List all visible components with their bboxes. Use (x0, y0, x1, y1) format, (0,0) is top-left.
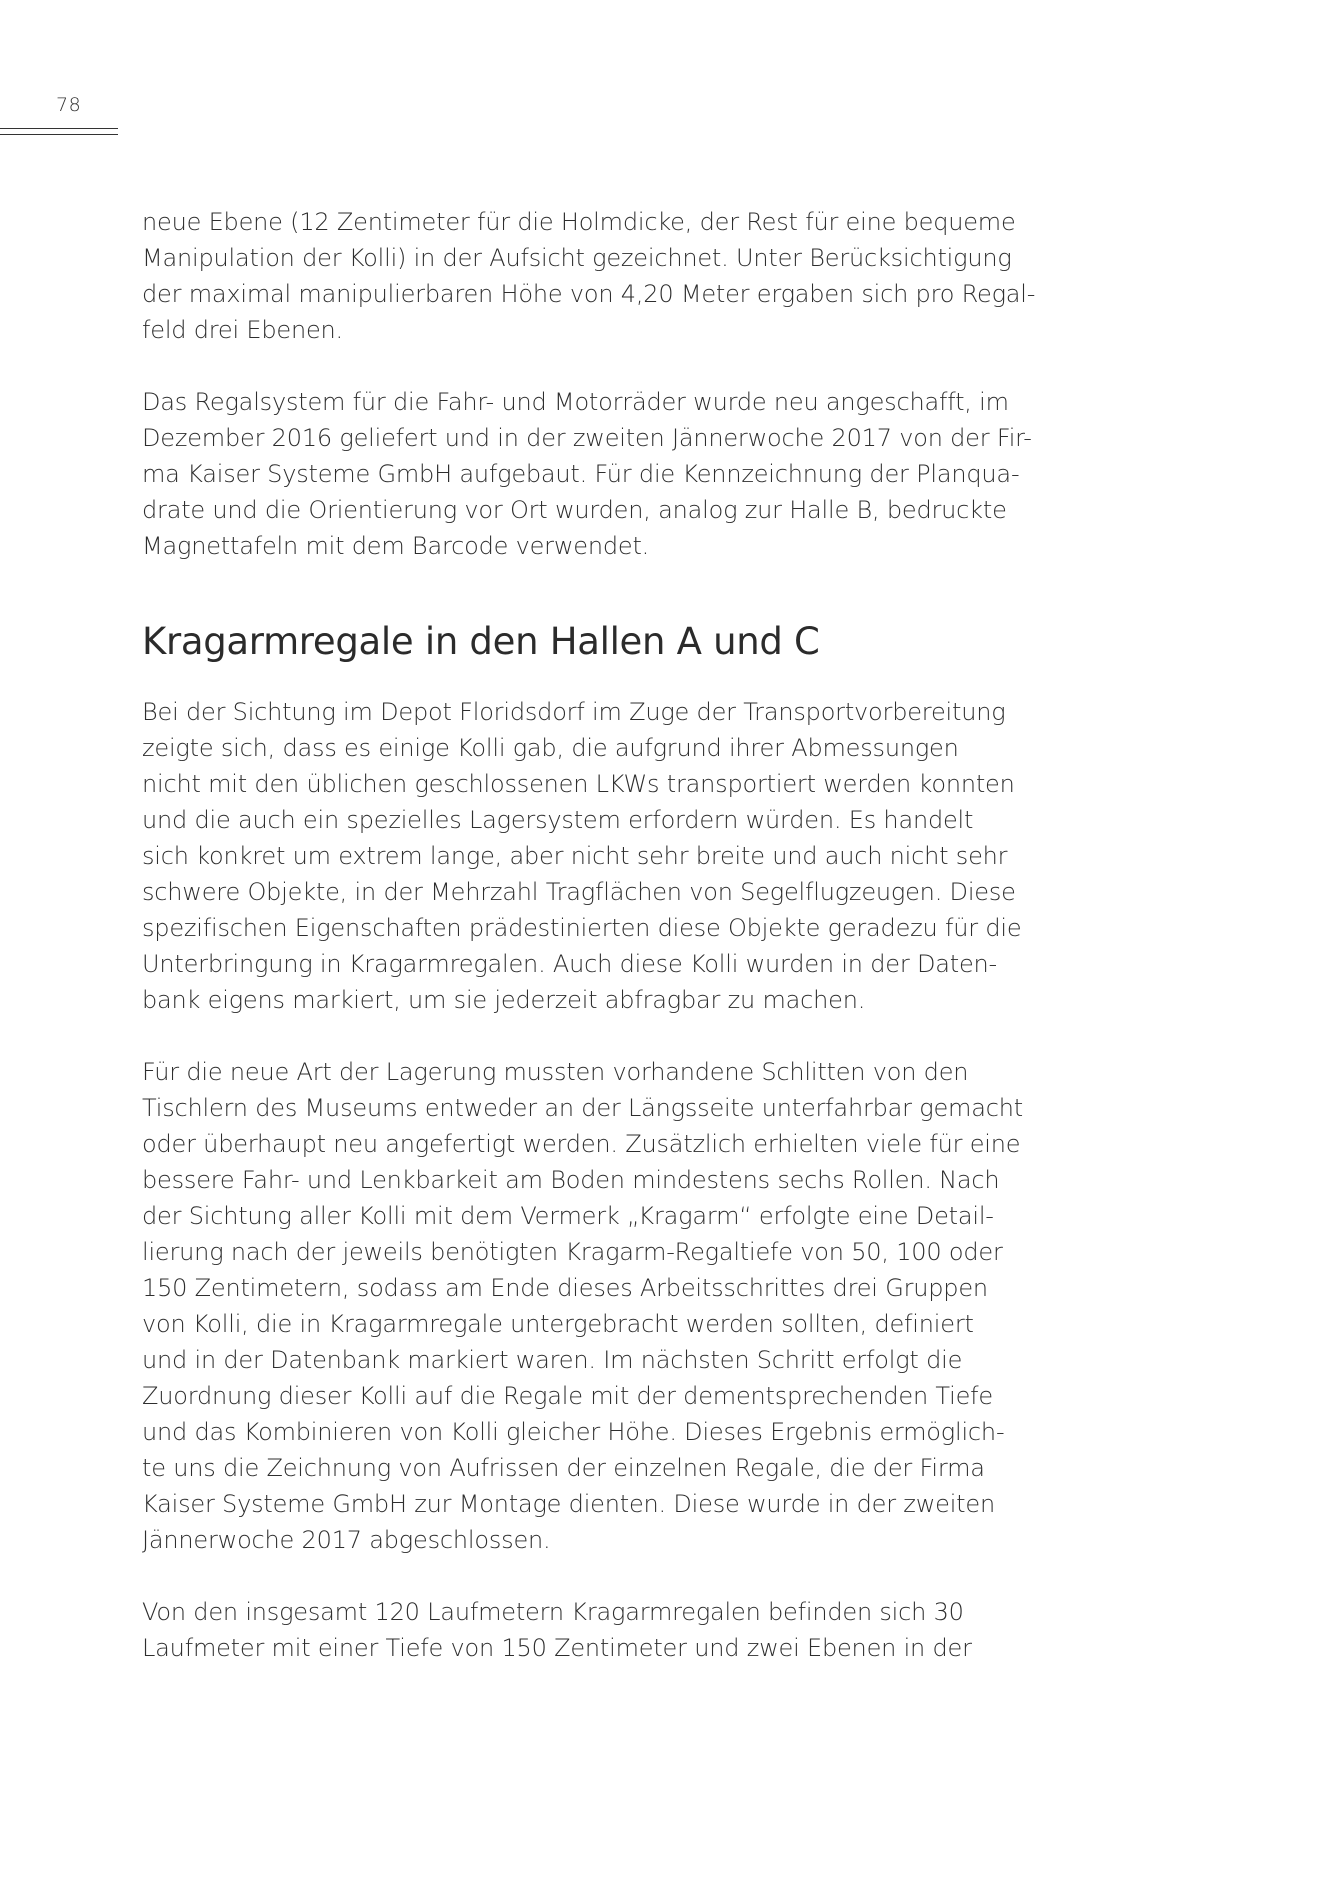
paragraph-gap (142, 348, 1042, 384)
page-number: 78 (56, 94, 82, 116)
section-gap (142, 564, 1042, 604)
paragraph-1 (142, 204, 1042, 348)
text-line: te uns die Zeichnung von Aufrissen der einzelnen Regale, die der Firma (142, 1454, 985, 1482)
text-line: und das Kombinieren von Kolli gleicher Höhe. Dieses Ergebnis ermöglich- (142, 1418, 1005, 1446)
text-line: drate und die Orientierung vor Ort wurden, analog zur Halle B, bedruckte (142, 496, 1007, 524)
text-line: Manipulation der Kolli) in der Aufsicht gezeichnet. Unter Berücksichtigung (142, 244, 1012, 272)
header-rule-bottom (0, 134, 118, 135)
text-line: der Sichtung aller Kolli mit dem Vermerk „Kragarm“ erfolgte eine Detail- (142, 1202, 994, 1230)
text-line: Magnettafeln mit dem Barcode verwendet. (142, 532, 650, 560)
text-line: Für die neue Art der Lagerung mussten vorhandene Schlitten von den (142, 1058, 969, 1086)
header-rule-top (0, 128, 118, 129)
text-line: Bei der Sichtung im Depot Floridsdorf im Zuge der Transportvorbereitung (142, 698, 1006, 726)
text-line: von Kolli, die in Kragarmregale untergebracht werden sollten, definiert (142, 1310, 974, 1338)
text-line: sich konkret um extrem lange, aber nicht sehr breite und auch nicht sehr (142, 842, 1008, 870)
text-line: Laufmeter mit einer Tiefe von 150 Zentimeter und zwei Ebenen in der (142, 1634, 972, 1662)
text-line: nicht mit den üblichen geschlossenen LKWs transportiert werden konnten (142, 770, 1015, 798)
text-line: Tischlern des Museums entweder an der Längsseite unterfahrbar gemacht (142, 1094, 1023, 1122)
text-line: schwere Objekte, in der Mehrzahl Tragflächen von Segelflugzeugen. Diese (142, 878, 1016, 906)
text-line: Zuordnung dieser Kolli auf die Regale mit der dementsprechenden Tiefe (142, 1382, 993, 1410)
text-line: oder überhaupt neu angefertigt werden. Zusätzlich erhielten viele für eine (142, 1130, 1021, 1158)
text-line: bank eigens markiert, um sie jederzeit abfragbar zu machen. (142, 986, 866, 1014)
text-line: feld drei Ebenen. (142, 316, 343, 344)
text-line: der maximal manipulierbaren Höhe von 4,20 Meter ergaben sich pro Regal- (142, 280, 1036, 308)
paragraph-5 (142, 1594, 1042, 1666)
text-line: lierung nach der jeweils benötigten Kragarm-Regaltiefe von 50, 100 oder (142, 1238, 1003, 1266)
text-line: zeigte sich, dass es einige Kolli gab, die aufgrund ihrer Abmessungen (142, 734, 959, 762)
paragraph-gap (142, 1018, 1042, 1054)
paragraph-3 (142, 694, 1042, 1018)
text-line: 150 Zentimetern, sodass am Ende dieses Arbeitsschrittes drei Gruppen (142, 1274, 988, 1302)
text-line: Unterbringung in Kragarmregalen. Auch diese Kolli wurden in der Daten- (142, 950, 997, 978)
paragraph-4 (142, 1054, 1042, 1558)
text-line: neue Ebene (12 Zentimeter für die Holmdicke, der Rest für eine bequeme (142, 208, 1016, 236)
text-line: Dezember 2016 geliefert und in der zweiten Jännerwoche 2017 von der Fir- (142, 424, 1032, 452)
paragraph-gap (142, 1558, 1042, 1594)
text-line: Kaiser Systeme GmbH zur Montage dienten. Diese wurde in der zweiten (142, 1490, 995, 1518)
text-line: ma Kaiser Systeme GmbH aufgebaut. Für die Kennzeichnung der Planqua- (142, 460, 1020, 488)
text-line: Jännerwoche 2017 abgeschlossen. (142, 1526, 551, 1554)
text-line: und in der Datenbank markiert waren. Im nächsten Schritt erfolgt die (142, 1346, 963, 1374)
section-heading: Kragarmregale in den Hallen A und C (142, 620, 820, 663)
text-line: spezifischen Eigenschaften prädestinierten diese Objekte geradezu für die (142, 914, 1022, 942)
text-line: und die auch ein spezielles Lagersystem erfordern würden. Es handelt (142, 806, 974, 834)
paragraph-2 (142, 384, 1042, 564)
text-line: Das Regalsystem für die Fahr- und Motorräder wurde neu angeschafft, im (142, 388, 1009, 416)
main-text-column (142, 204, 1042, 1666)
text-line: Von den insgesamt 120 Laufmetern Kragarmregalen befinden sich 30 (142, 1598, 964, 1626)
text-line: bessere Fahr- und Lenkbarkeit am Boden mindestens sechs Rollen. Nach (142, 1166, 1000, 1194)
